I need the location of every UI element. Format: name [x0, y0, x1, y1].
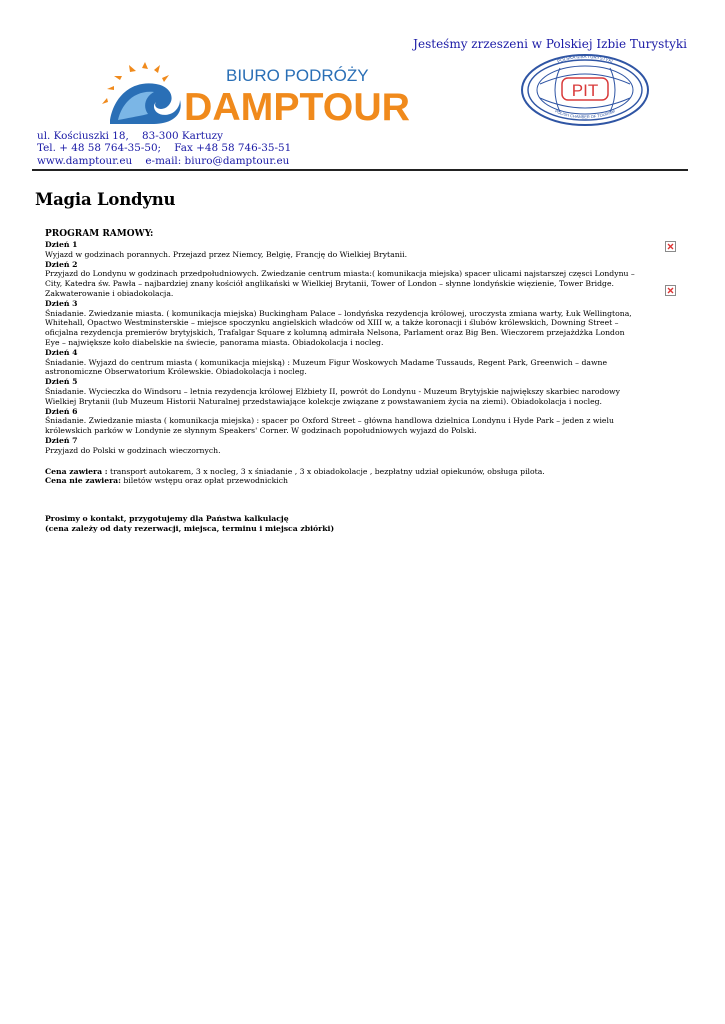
price-includes-label: Cena zawiera :	[45, 466, 108, 476]
contact-block	[37, 130, 291, 167]
contact-web-email[interactable]: www.damptour.eu e-mail: biuro@damptour.eu	[37, 154, 290, 167]
day-text: Śniadanie. Zwiedzanie miasta. ( komunikacja miejska) Buckingham Palace – londyńska rezydencja królowej, uroczysta zmiana warty, Łuk Wellingtona, Whitehall, Opactwo Westminsterskie – miejsce spoczynku angielskich władców od XIII w, a także koronacji i ślubów królewskich, Downing Street – oficjalna rezydencja premierów brytyjskich, Trafalgar Square z kolumną admirała Nelsona, Parlament oraz Big Ben. Wieczorem przejażdżka London Eye – największe koło diabelskie na świecie, panorama miasta. Obiadokolacja i nocleg.	[45, 308, 632, 347]
pit-ring-text-bottom: POLISH CHAMBER OF TOURISM	[554, 108, 616, 120]
day-label: Dzień 4	[45, 347, 78, 357]
footer-note-line2: (cena zależy od daty rezerwacji, miejsca, terminu i miejsca zbiórki)	[45, 523, 335, 533]
broken-image-icon	[665, 285, 676, 296]
page-title: Magia Londynu	[35, 190, 176, 209]
price-excludes-label: Cena nie zawiera:	[45, 476, 121, 486]
pit-badge-text: PIT	[571, 81, 599, 100]
program-heading: PROGRAM RAMOWY:	[45, 229, 154, 239]
day-text: Przyjazd do Polski w godzinach wieczornych.	[45, 445, 221, 455]
day-text: Śniadanie. Wycieczka do Windsoru – letnia rezydencja królowej Elżbiety II, powrót do Londynu - Muzeum Brytyjskie największy skarbiec narodowy Wielkiej Brytanii (lub Muzeum Historii Naturalnej przedstawiające kolekcje związane z powstawaniem życia na ziemi). Obiadokolacja i nocleg.	[45, 386, 620, 406]
day-label: Dzień 6	[45, 406, 78, 416]
footer-note-line1: Prosimy o kontakt, przygotujemy dla Państwa kalkulację	[45, 514, 289, 524]
day-text: Przyjazd do Londynu w godzinach przedpołudniowych. Zwiedzanie centrum miasta:( komunikacja miejska) spacer ulicami najstarszej częsci Londynu – City, Katedra św. Pawła – najbardziej znany kościół anglikański w Wielkiej Brytanii, Tower of London – słynne londyńskie więzienie, Tower Bridge. Zakwaterowanie i obiadokolacja.	[45, 269, 635, 298]
broken-image-icon	[665, 241, 676, 252]
contact-address: ul. Kościuszki 18, 83-300 Kartuzy	[37, 130, 223, 142]
price-excludes	[45, 476, 635, 486]
price-includes-text: transport autokarem, 3 x nocleg, 3 x śniadanie , 3 x obiadokolacje , bezpłatny udział opiekunów, obsługa pilota.	[107, 466, 545, 476]
contact-phone: Tel. + 48 58 764-35-50; Fax +48 58 746-35-51	[37, 142, 292, 155]
price-excludes-text: biletów wstępu oraz opłat przewodnickich	[120, 476, 288, 486]
day-label: Dzień 2	[45, 259, 78, 269]
header-divider	[32, 169, 688, 171]
day-label: Dzień 1	[45, 240, 78, 249]
logo-top-text: BIURO PODRÓŻY	[226, 66, 369, 85]
day-label: Dzień 5	[45, 377, 78, 387]
pit-ring-text: POLSKA IZBA TURYSTYKI	[556, 54, 614, 64]
day-text: Śniadanie. Wyjazd do centrum miasta ( komunikacja miejską) : Muzeum Figur Woskowych Madame Tussauds, Regent Park, Greenwich – dawne astronomiczne Obserwatorium Królewskie. Obiadokolacja i nocleg.	[45, 357, 608, 377]
association-note: Jesteśmy zrzeszeni w Polskiej Izbie Turystyki	[413, 37, 687, 51]
program-content	[45, 229, 635, 534]
logo-brand-text: DAMPTOUR	[184, 86, 410, 124]
spacer	[45, 486, 635, 514]
day-label: Dzień 7	[45, 435, 78, 445]
day-label: Dzień 3	[45, 298, 78, 308]
day-text: Śniadanie. Zwiedzanie miasta ( komunikacja miejska) : spacer po Oxford Street – główna handlowa dzielnica Londynu i Hyde Park – jeden z wielu królewskich parków w Londynie ze słynnym Speakers' Corner. W godzinach popołudniowych wyjazd do Polski.	[45, 416, 614, 436]
day-text: Wyjazd w godzinach porannych. Przejazd przez Niemcy, Belgię, Francję do Wielkiej Brytanii.	[45, 249, 408, 259]
price-includes	[45, 467, 635, 477]
wave-icon	[110, 83, 181, 124]
damptour-logo[interactable]	[100, 62, 412, 124]
pit-badge-logo[interactable]	[520, 54, 650, 126]
spacer	[45, 456, 635, 467]
